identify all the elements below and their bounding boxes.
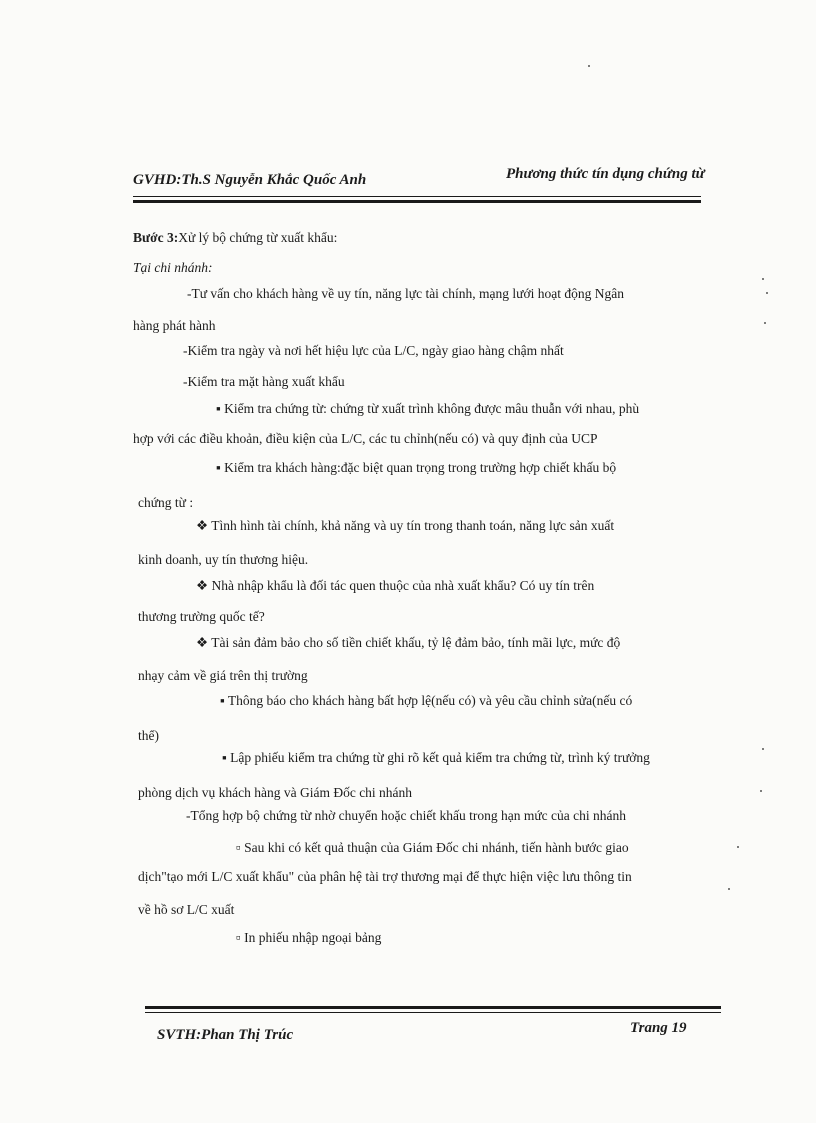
- scan-speck: [762, 748, 764, 750]
- step-title: Xử lý bộ chứng từ xuất khẩu:: [178, 230, 338, 245]
- scan-speck: [760, 790, 762, 792]
- paragraph-line: phòng dịch vụ khách hàng và Giám Đốc chi nhánh: [138, 785, 413, 800]
- header-advisor: GVHD:Th.S Nguyễn Khắc Quốc Anh: [133, 172, 367, 188]
- paragraph-line: -Kiểm tra mặt hàng xuất khẩu: [183, 374, 345, 389]
- paragraph-line: thương trường quốc tế?: [138, 609, 265, 624]
- scan-speck: [737, 846, 739, 848]
- scan-speck: [588, 65, 590, 67]
- paragraph-line: -Kiểm tra ngày và nơi hết hiệu lực của L/C, ngày giao hàng chậm nhất: [183, 343, 564, 358]
- paragraph-line: hợp với các điều khoản, điều kiện của L/C, các tu chỉnh(nếu có) và quy định của UCP: [133, 431, 598, 446]
- scan-speck: [766, 292, 768, 294]
- scan-speck: [762, 278, 764, 280]
- paragraph-line: hàng phát hành: [133, 318, 216, 333]
- paragraph-line: -Tổng hợp bộ chứng từ nhờ chuyển hoặc chiết khấu trong hạn mức của chi nhánh: [186, 808, 626, 823]
- paragraph-line: thể): [138, 728, 159, 743]
- header-rule-thick: [133, 200, 701, 203]
- bullet-item: ▫ In phiếu nhập ngoại bảng: [236, 930, 382, 945]
- bullet-item: ❖ Tình hình tài chính, khả năng và uy tín trong thanh toán, năng lực sản xuất: [196, 518, 615, 533]
- paragraph-line: -Tư vấn cho khách hàng về uy tín, năng lực tài chính, mạng lưới hoạt động Ngân: [187, 286, 624, 301]
- branch-heading: Tại chi nhánh:: [133, 260, 213, 275]
- paragraph-line: kinh doanh, uy tín thương hiệu.: [138, 552, 309, 567]
- scan-speck: [728, 888, 730, 890]
- bullet-item: ▪ Thông báo cho khách hàng bất hợp lệ(nếu có) và yêu cầu chỉnh sửa(nếu có: [220, 693, 633, 708]
- bullet-item: ▪ Lập phiếu kiểm tra chứng từ ghi rõ kết quả kiểm tra chứng từ, trình ký trưởng: [222, 750, 650, 765]
- bullet-item: ▫ Sau khi có kết quả thuận của Giám Đốc chi nhánh, tiến hành bước giao: [236, 840, 629, 855]
- footer-page-number: Trang 19: [630, 1020, 687, 1036]
- paragraph-line: chứng từ :: [138, 495, 194, 510]
- footer-rule-thick: [145, 1006, 721, 1009]
- bullet-item: ❖ Nhà nhập khẩu là đối tác quen thuộc của nhà xuất khẩu? Có uy tín trên: [196, 578, 595, 593]
- footer-rule-thin: [145, 1012, 721, 1013]
- scan-speck: [764, 322, 766, 324]
- header-subject: Phương thức tín dụng chứng từ: [506, 166, 705, 182]
- footer-student: SVTH:Phan Thị Trúc: [157, 1027, 294, 1043]
- paragraph-line: nhạy cảm về giá trên thị trường: [138, 668, 308, 683]
- bullet-item: ❖ Tài sản đảm bảo cho số tiền chiết khấu, tỷ lệ đảm bảo, tính mãi lực, mức độ: [196, 635, 621, 650]
- header-rule-thin: [133, 196, 701, 197]
- bullet-item: ▪ Kiểm tra chứng từ: chứng từ xuất trình không được mâu thuẫn với nhau, phù: [216, 401, 640, 416]
- bullet-item: ▪ Kiểm tra khách hàng:đặc biệt quan trọng trong trường hợp chiết khấu bộ: [216, 460, 617, 475]
- step-label: Bước 3:: [133, 230, 179, 245]
- paragraph-line: về hồ sơ L/C xuất: [138, 902, 235, 917]
- step-heading: [133, 230, 337, 246]
- paragraph-line: dịch"tạo mới L/C xuất khẩu" của phân hệ tài trợ thương mại để thực hiện việc lưu thông tin: [138, 869, 632, 884]
